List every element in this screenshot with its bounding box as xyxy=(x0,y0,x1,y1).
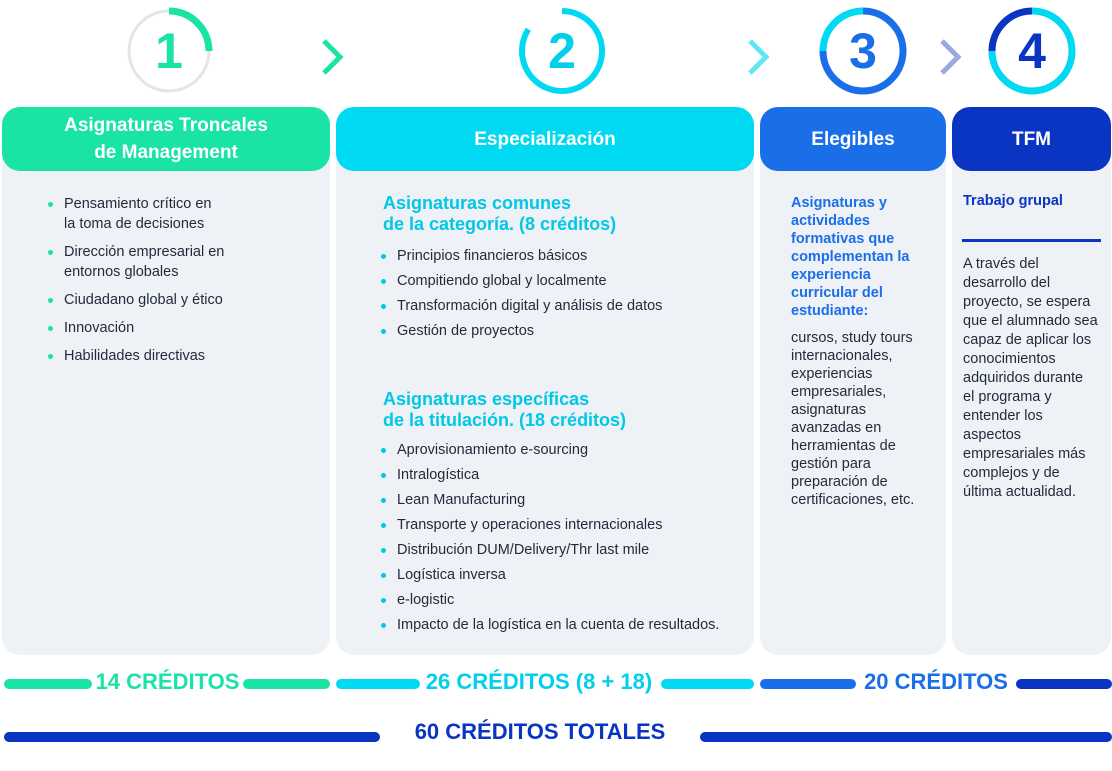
credits-bar-right xyxy=(243,679,330,689)
list-item: e-logistic xyxy=(381,591,751,610)
total-credits-label: 60 CRÉDITOS TOTALES xyxy=(414,719,666,744)
step-3-indicator xyxy=(818,6,908,96)
group-comunes-title-line2: de la categoría. (8 créditos) xyxy=(383,214,617,234)
credits-bar-left xyxy=(336,679,420,689)
column-troncales-title-line1: Asignaturas Troncales xyxy=(64,115,268,136)
step-4-number: 4 xyxy=(1018,23,1046,79)
list-item: Dirección empresarial en entornos globales xyxy=(48,242,318,282)
credits-bar-right xyxy=(661,679,754,689)
list-item: Aprovisionamiento e-sourcing xyxy=(381,441,751,460)
list-item: Habilidades directivas xyxy=(48,346,318,366)
credits-label-elegibles-tfm: 20 CRÉDITOS xyxy=(864,669,1008,694)
group-especificas-title xyxy=(383,389,626,431)
column-especializacion-header xyxy=(336,107,754,171)
tfm-subtitle: Trabajo grupal xyxy=(963,193,1063,209)
credits-label-troncales: 14 CRÉDITOS xyxy=(95,669,240,694)
group-comunes-title xyxy=(383,193,616,235)
list-item: Distribución DUM/Delivery/Thr last mile xyxy=(381,541,751,560)
comunes-list xyxy=(381,247,751,347)
chevron-right-icon xyxy=(936,36,966,78)
step-1-number: 1 xyxy=(155,23,183,79)
list-item: Transporte y operaciones internacionales xyxy=(381,516,751,535)
group-especificas-title-line1: Asignaturas específicas xyxy=(383,389,590,409)
column-tfm-title: TFM xyxy=(1011,128,1052,150)
column-troncales-header xyxy=(2,107,330,171)
step-1-indicator xyxy=(124,6,214,96)
list-item: Lean Manufacturing xyxy=(381,491,751,510)
list-item: Compitiendo global y localmente xyxy=(381,272,751,291)
column-troncales-title-line2: de Management xyxy=(94,142,238,163)
credits-bar-left xyxy=(760,679,856,689)
list-item: Ciudadano global y ético xyxy=(48,290,318,310)
column-tfm-header xyxy=(952,107,1111,171)
credits-bar-right xyxy=(1016,679,1112,689)
elegibles-intro: Asignaturas y actividades formativas que complementan la experiencia curricular del estudiante: xyxy=(791,195,910,319)
step-2-number: 2 xyxy=(548,23,576,79)
list-item: Intralogística xyxy=(381,466,751,485)
total-bar-left xyxy=(4,732,380,742)
column-elegibles-header xyxy=(760,107,946,171)
credits-label-especializacion: 26 CRÉDITOS (8 + 18) xyxy=(425,669,653,694)
total-bar-right xyxy=(700,732,1112,742)
step-4-indicator xyxy=(987,6,1077,96)
group-comunes-title-line1: Asignaturas comunes xyxy=(383,193,572,213)
troncales-list xyxy=(48,194,318,374)
column-elegibles xyxy=(760,107,946,655)
elegibles-body: cursos, study tours internacionales, experiencias empresariales, asignaturas avanzadas en herramientas de gestión para preparación de certificaciones, etc. xyxy=(791,330,915,508)
list-item: Impacto de la logística en la cuenta de resultados. xyxy=(381,616,751,635)
list-item: Innovación xyxy=(48,318,318,338)
column-elegibles-title: Elegibles xyxy=(811,128,895,150)
list-item: Pensamiento crítico en la toma de decisiones xyxy=(48,194,318,234)
column-especializacion-title: Especialización xyxy=(474,128,616,150)
chevron-right-icon xyxy=(744,36,774,78)
chevron-right-icon xyxy=(318,36,348,78)
step-2-indicator xyxy=(517,6,607,96)
divider xyxy=(962,239,1101,242)
list-item: Logística inversa xyxy=(381,566,751,585)
tfm-body: A través del desarrollo del proyecto, se espera que el alumnado sea capaz de aplicar los conocimientos adquiridos durante el programa y entender los aspectos empresariales más complejos y de última actualidad. xyxy=(963,256,1098,500)
column-troncales xyxy=(2,107,330,655)
column-especializacion xyxy=(336,107,754,655)
column-tfm xyxy=(952,107,1111,655)
credits-bar-left xyxy=(4,679,92,689)
step-3-number: 3 xyxy=(849,23,877,79)
list-item: Transformación digital y análisis de datos xyxy=(381,297,751,316)
especificas-list xyxy=(381,441,751,641)
list-item: Gestión de proyectos xyxy=(381,322,751,341)
list-item: Principios financieros básicos xyxy=(381,247,751,266)
group-especificas-title-line2: de la titulación. (18 créditos) xyxy=(383,410,627,430)
